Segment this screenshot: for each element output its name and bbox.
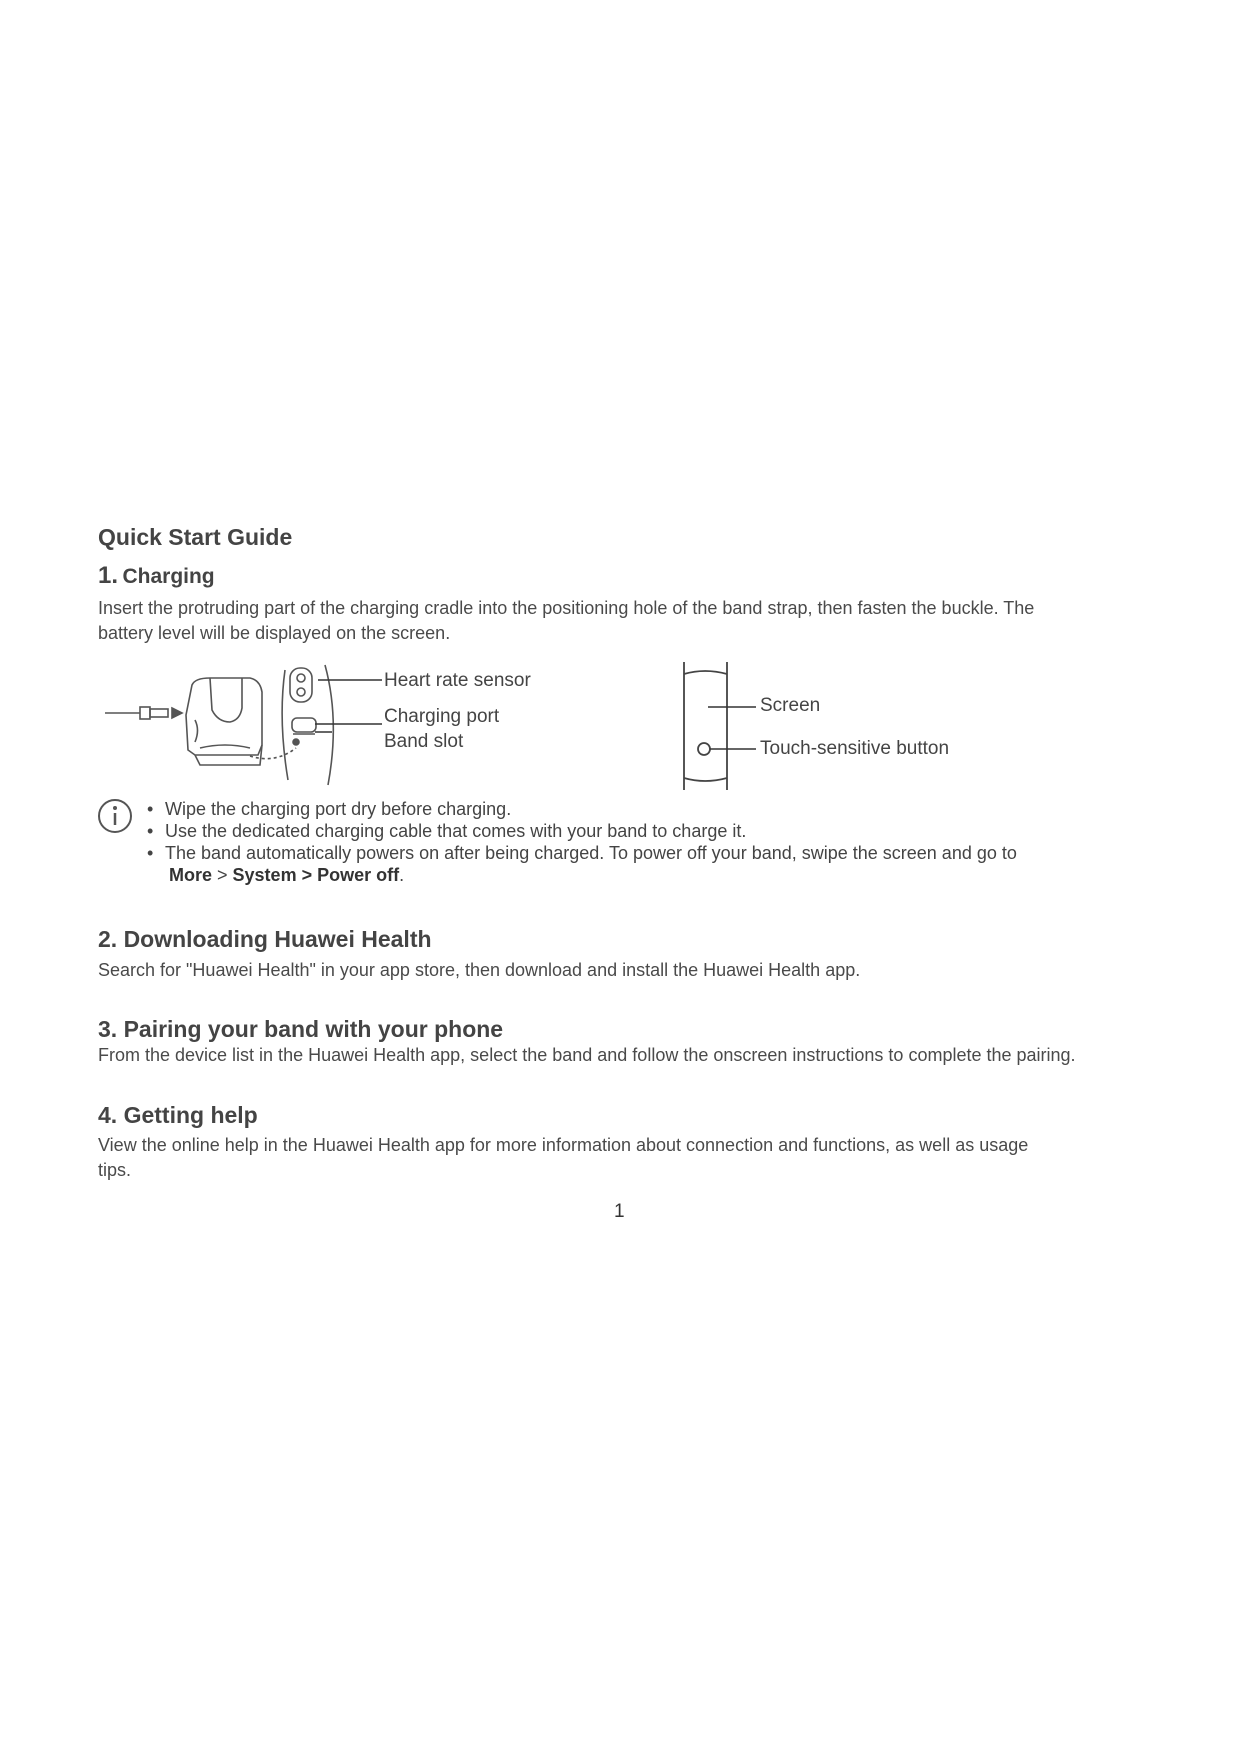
page-title: Quick Start Guide (98, 524, 293, 550)
screen-top (684, 671, 727, 674)
section-1-heading (98, 562, 215, 590)
section-3-body: From the device list in the Huawei Health app, select the band and follow the onscreen instructions to complete the pairing. (98, 1045, 1076, 1065)
path-system-power-off: System > Power off (232, 865, 400, 885)
note-item: • The band automatically powers on after being charged. To power off your band, swipe the screen and go to (147, 843, 1017, 863)
touch-button-shape (698, 743, 710, 755)
section-3-heading: 3. Pairing your band with your phone (98, 1016, 504, 1042)
section-4-body-line-1: View the online help in the Huawei Health app for more information about connection and functions, as well as usage (98, 1135, 1029, 1155)
section-1-body-line-2: battery level will be displayed on the screen. (98, 623, 451, 643)
band-edge-right (325, 665, 333, 785)
section-1-title: Charging (122, 565, 215, 588)
section-4-heading: 4. Getting help (98, 1102, 258, 1128)
note-item: • Wipe the charging port dry before charging. (147, 799, 512, 819)
cable-plug-tip (150, 709, 168, 717)
insert-arrow (172, 708, 182, 718)
label-heart-rate-sensor: Heart rate sensor (384, 670, 531, 691)
heart-rate-sensor-shape (290, 668, 312, 702)
cradle-inner (210, 678, 242, 722)
charging-cradle-illustration (100, 660, 385, 790)
note-item: • Use the dedicated charging cable that comes with your band to charge it. (147, 821, 747, 841)
screen-bottom (684, 778, 727, 781)
path-more: More (169, 865, 213, 885)
power-off-path: More > System > Power off. (169, 865, 405, 885)
section-2-body: Search for "Huawei Health" in your app store, then download and install the Huawei Health app. (98, 960, 861, 980)
charging-port-shape (292, 718, 316, 732)
section-4-body-line-2: tips. (98, 1160, 132, 1180)
section-2-heading: 2. Downloading Huawei Health (98, 926, 432, 952)
section-1-body-line-1: Insert the protruding part of the charging cradle into the positioning hole of the band strap, then fasten the buckle. The (98, 598, 1035, 618)
label-charging-port: Charging port (384, 706, 500, 727)
label-touch-sensitive-button: Touch-sensitive button (760, 738, 950, 759)
section-1-number: 1. (98, 562, 119, 589)
info-icon (97, 798, 133, 834)
label-screen: Screen (760, 695, 821, 716)
page-number: 1 (614, 1201, 625, 1222)
cable-plug-body (140, 707, 150, 719)
label-band-slot: Band slot (384, 731, 464, 752)
band-front-illustration (680, 660, 760, 792)
band-edge-left (282, 670, 288, 780)
cradle-outline (186, 678, 262, 755)
